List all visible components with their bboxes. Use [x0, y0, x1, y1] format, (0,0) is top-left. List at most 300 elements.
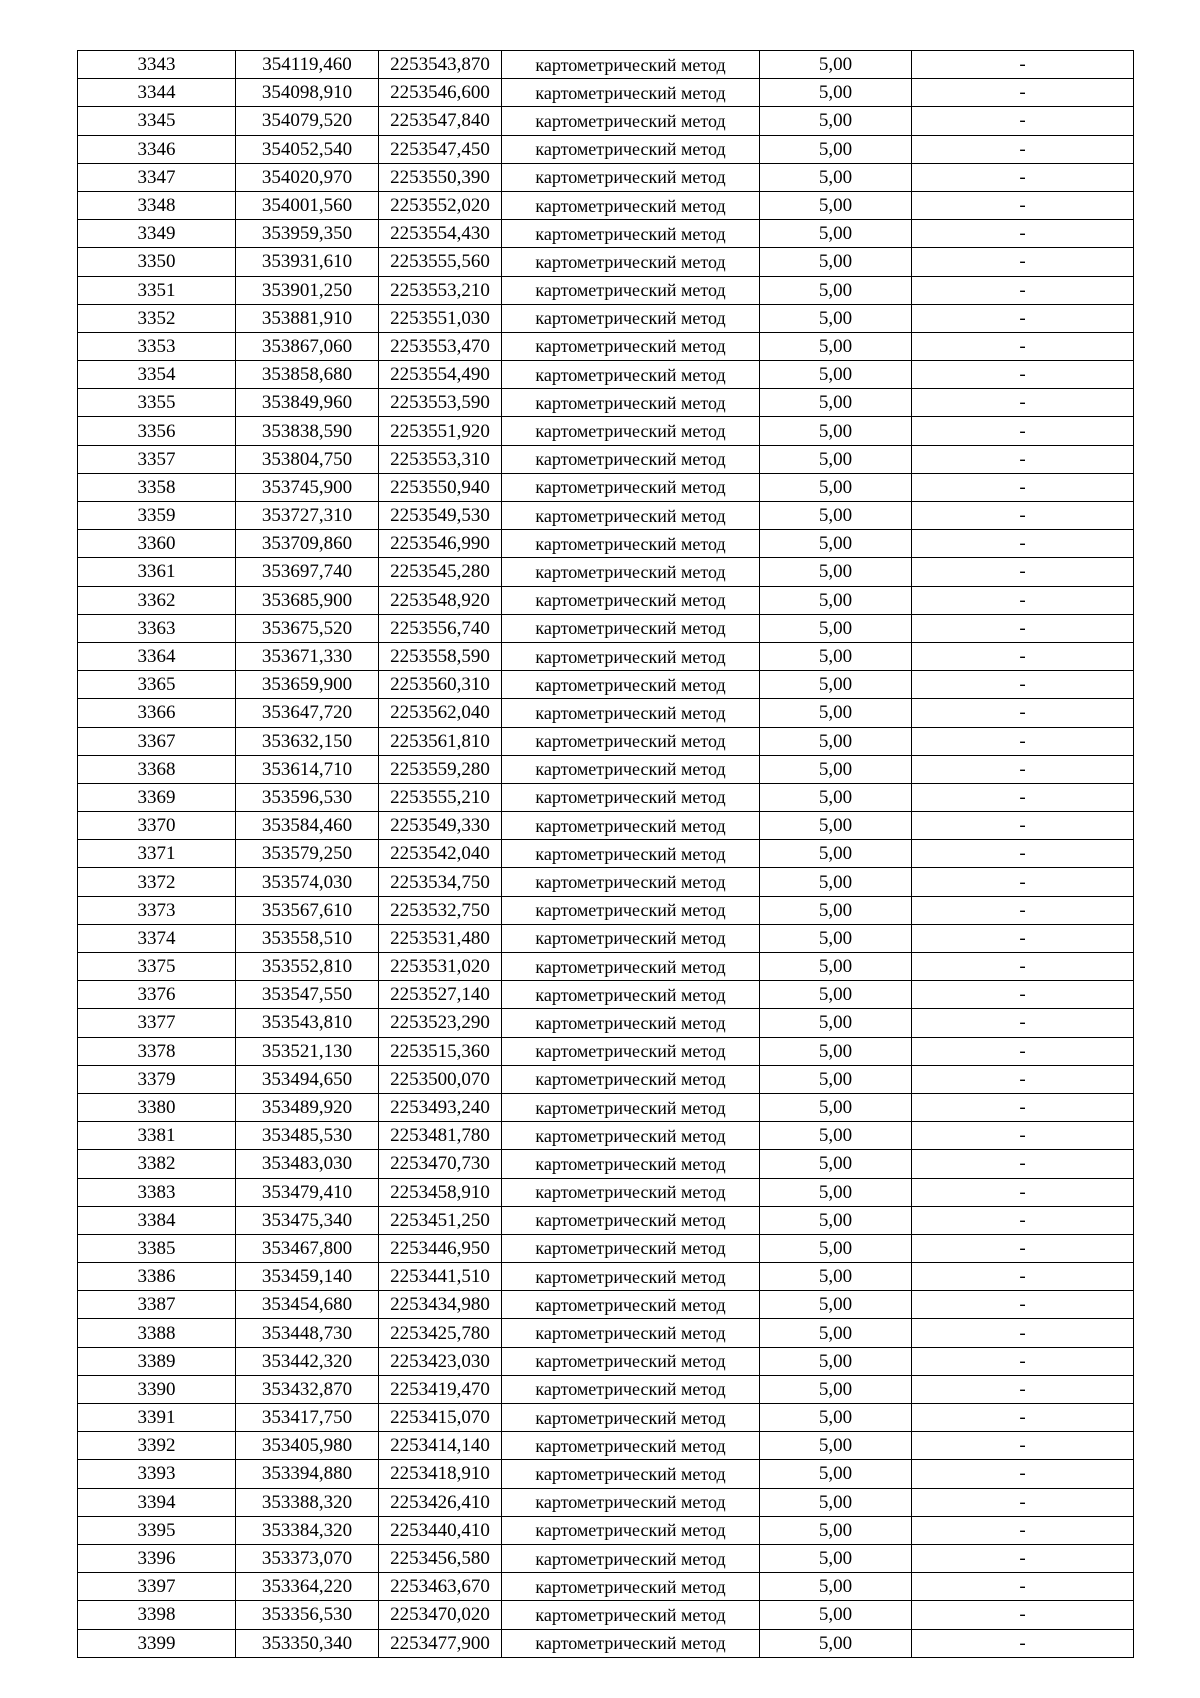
- point-number-cell: 3349: [78, 220, 236, 248]
- y-coordinate-cell: 2253546,990: [379, 530, 502, 558]
- description-cell: -: [912, 1488, 1134, 1516]
- point-number-cell: 3383: [78, 1178, 236, 1206]
- point-number-cell: 3389: [78, 1347, 236, 1375]
- description-cell: -: [912, 1432, 1134, 1460]
- y-coordinate-cell: 2253549,330: [379, 812, 502, 840]
- point-number-cell: 3365: [78, 671, 236, 699]
- x-coordinate-cell: 353521,130: [236, 1037, 379, 1065]
- point-number-cell: 3375: [78, 953, 236, 981]
- table-row: [78, 783, 1134, 811]
- y-coordinate-cell: 2253527,140: [379, 981, 502, 1009]
- accuracy-cell: 5,00: [760, 163, 912, 191]
- table-row: [78, 1460, 1134, 1488]
- y-coordinate-cell: 2253548,920: [379, 586, 502, 614]
- method-cell: картометрический метод: [502, 868, 760, 896]
- x-coordinate-cell: 353647,720: [236, 699, 379, 727]
- point-number-cell: 3395: [78, 1516, 236, 1544]
- x-coordinate-cell: 353579,250: [236, 840, 379, 868]
- point-number-cell: 3364: [78, 642, 236, 670]
- table-row: [78, 1544, 1134, 1572]
- accuracy-cell: 5,00: [760, 220, 912, 248]
- point-number-cell: 3359: [78, 502, 236, 530]
- y-coordinate-cell: 2253434,980: [379, 1291, 502, 1319]
- x-coordinate-cell: 353614,710: [236, 755, 379, 783]
- method-cell: картометрический метод: [502, 896, 760, 924]
- accuracy-cell: 5,00: [760, 1037, 912, 1065]
- description-cell: -: [912, 812, 1134, 840]
- x-coordinate-cell: 353448,730: [236, 1319, 379, 1347]
- point-number-cell: 3374: [78, 924, 236, 952]
- y-coordinate-cell: 2253456,580: [379, 1544, 502, 1572]
- method-cell: картометрический метод: [502, 191, 760, 219]
- y-coordinate-cell: 2253560,310: [379, 671, 502, 699]
- method-cell: картометрический метод: [502, 981, 760, 1009]
- x-coordinate-cell: 353671,330: [236, 642, 379, 670]
- table-row: [78, 896, 1134, 924]
- y-coordinate-cell: 2253531,020: [379, 953, 502, 981]
- y-coordinate-cell: 2253554,490: [379, 361, 502, 389]
- x-coordinate-cell: 353388,320: [236, 1488, 379, 1516]
- method-cell: картометрический метод: [502, 445, 760, 473]
- method-cell: картометрический метод: [502, 135, 760, 163]
- y-coordinate-cell: 2253558,590: [379, 642, 502, 670]
- accuracy-cell: 5,00: [760, 868, 912, 896]
- method-cell: картометрический метод: [502, 304, 760, 332]
- accuracy-cell: 5,00: [760, 671, 912, 699]
- x-coordinate-cell: 353727,310: [236, 502, 379, 530]
- table-row: [78, 1432, 1134, 1460]
- method-cell: картометрический метод: [502, 953, 760, 981]
- table-row: [78, 191, 1134, 219]
- point-number-cell: 3376: [78, 981, 236, 1009]
- table-row: [78, 1573, 1134, 1601]
- y-coordinate-cell: 2253425,780: [379, 1319, 502, 1347]
- accuracy-cell: 5,00: [760, 135, 912, 163]
- description-cell: -: [912, 1460, 1134, 1488]
- table-row: [78, 1234, 1134, 1262]
- table-row: [78, 445, 1134, 473]
- y-coordinate-cell: 2253551,920: [379, 417, 502, 445]
- method-cell: картометрический метод: [502, 1037, 760, 1065]
- accuracy-cell: 5,00: [760, 981, 912, 1009]
- description-cell: -: [912, 558, 1134, 586]
- accuracy-cell: 5,00: [760, 1291, 912, 1319]
- description-cell: -: [912, 1122, 1134, 1150]
- x-coordinate-cell: 353959,350: [236, 220, 379, 248]
- accuracy-cell: 5,00: [760, 107, 912, 135]
- x-coordinate-cell: 353350,340: [236, 1629, 379, 1657]
- point-number-cell: 3391: [78, 1404, 236, 1432]
- y-coordinate-cell: 2253423,030: [379, 1347, 502, 1375]
- method-cell: картометрический метод: [502, 1234, 760, 1262]
- table-row: [78, 586, 1134, 614]
- accuracy-cell: 5,00: [760, 699, 912, 727]
- method-cell: картометрический метод: [502, 1544, 760, 1572]
- description-cell: -: [912, 530, 1134, 558]
- method-cell: картометрический метод: [502, 332, 760, 360]
- y-coordinate-cell: 2253531,480: [379, 924, 502, 952]
- table-row: [78, 924, 1134, 952]
- accuracy-cell: 5,00: [760, 1263, 912, 1291]
- x-coordinate-cell: 353567,610: [236, 896, 379, 924]
- y-coordinate-cell: 2253547,840: [379, 107, 502, 135]
- accuracy-cell: 5,00: [760, 1347, 912, 1375]
- description-cell: -: [912, 727, 1134, 755]
- description-cell: -: [912, 1093, 1134, 1121]
- description-cell: -: [912, 163, 1134, 191]
- accuracy-cell: 5,00: [760, 896, 912, 924]
- accuracy-cell: 5,00: [760, 473, 912, 501]
- description-cell: -: [912, 1347, 1134, 1375]
- accuracy-cell: 5,00: [760, 191, 912, 219]
- description-cell: -: [912, 473, 1134, 501]
- y-coordinate-cell: 2253446,950: [379, 1234, 502, 1262]
- method-cell: картометрический метод: [502, 642, 760, 670]
- method-cell: картометрический метод: [502, 1404, 760, 1432]
- x-coordinate-cell: 353485,530: [236, 1122, 379, 1150]
- table-row: [78, 332, 1134, 360]
- point-number-cell: 3379: [78, 1065, 236, 1093]
- method-cell: картометрический метод: [502, 1629, 760, 1657]
- method-cell: картометрический метод: [502, 1263, 760, 1291]
- point-number-cell: 3373: [78, 896, 236, 924]
- method-cell: картометрический метод: [502, 276, 760, 304]
- table-row: [78, 840, 1134, 868]
- point-number-cell: 3348: [78, 191, 236, 219]
- x-coordinate-cell: 353384,320: [236, 1516, 379, 1544]
- y-coordinate-cell: 2253550,940: [379, 473, 502, 501]
- accuracy-cell: 5,00: [760, 1544, 912, 1572]
- accuracy-cell: 5,00: [760, 361, 912, 389]
- description-cell: -: [912, 896, 1134, 924]
- point-number-cell: 3380: [78, 1093, 236, 1121]
- method-cell: картометрический метод: [502, 1150, 760, 1178]
- method-cell: картометрический метод: [502, 502, 760, 530]
- accuracy-cell: 5,00: [760, 1432, 912, 1460]
- method-cell: картометрический метод: [502, 1601, 760, 1629]
- description-cell: -: [912, 642, 1134, 670]
- description-cell: -: [912, 755, 1134, 783]
- point-number-cell: 3398: [78, 1601, 236, 1629]
- description-cell: -: [912, 1404, 1134, 1432]
- table-row: [78, 530, 1134, 558]
- x-coordinate-cell: 353632,150: [236, 727, 379, 755]
- y-coordinate-cell: 2253534,750: [379, 868, 502, 896]
- point-number-cell: 3370: [78, 812, 236, 840]
- y-coordinate-cell: 2253477,900: [379, 1629, 502, 1657]
- accuracy-cell: 5,00: [760, 783, 912, 811]
- method-cell: картометрический метод: [502, 727, 760, 755]
- table-row: [78, 248, 1134, 276]
- y-coordinate-cell: 2253415,070: [379, 1404, 502, 1432]
- method-cell: картометрический метод: [502, 530, 760, 558]
- table-row: [78, 1347, 1134, 1375]
- table-row: [78, 953, 1134, 981]
- description-cell: -: [912, 107, 1134, 135]
- point-number-cell: 3385: [78, 1234, 236, 1262]
- method-cell: картометрический метод: [502, 1432, 760, 1460]
- y-coordinate-cell: 2253553,210: [379, 276, 502, 304]
- y-coordinate-cell: 2253553,310: [379, 445, 502, 473]
- y-coordinate-cell: 2253559,280: [379, 755, 502, 783]
- y-coordinate-cell: 2253440,410: [379, 1516, 502, 1544]
- method-cell: картометрический метод: [502, 1375, 760, 1403]
- method-cell: картометрический метод: [502, 755, 760, 783]
- table-row: [78, 1629, 1134, 1657]
- description-cell: -: [912, 614, 1134, 642]
- point-number-cell: 3372: [78, 868, 236, 896]
- y-coordinate-cell: 2253553,470: [379, 332, 502, 360]
- table-row: [78, 502, 1134, 530]
- accuracy-cell: 5,00: [760, 840, 912, 868]
- y-coordinate-cell: 2253441,510: [379, 1263, 502, 1291]
- method-cell: картометрический метод: [502, 1347, 760, 1375]
- description-cell: -: [912, 1601, 1134, 1629]
- table-row: [78, 1093, 1134, 1121]
- table-row: [78, 1601, 1134, 1629]
- x-coordinate-cell: 354001,560: [236, 191, 379, 219]
- description-cell: -: [912, 981, 1134, 1009]
- point-number-cell: 3358: [78, 473, 236, 501]
- point-number-cell: 3368: [78, 755, 236, 783]
- y-coordinate-cell: 2253414,140: [379, 1432, 502, 1460]
- description-cell: -: [912, 361, 1134, 389]
- accuracy-cell: 5,00: [760, 1178, 912, 1206]
- x-coordinate-cell: 353394,880: [236, 1460, 379, 1488]
- coordinates-table-body: [78, 51, 1134, 1658]
- accuracy-cell: 5,00: [760, 1460, 912, 1488]
- point-number-cell: 3369: [78, 783, 236, 811]
- x-coordinate-cell: 353356,530: [236, 1601, 379, 1629]
- y-coordinate-cell: 2253532,750: [379, 896, 502, 924]
- description-cell: -: [912, 191, 1134, 219]
- accuracy-cell: 5,00: [760, 642, 912, 670]
- method-cell: картометрический метод: [502, 389, 760, 417]
- x-coordinate-cell: 353804,750: [236, 445, 379, 473]
- method-cell: картометрический метод: [502, 1460, 760, 1488]
- point-number-cell: 3362: [78, 586, 236, 614]
- description-cell: -: [912, 586, 1134, 614]
- table-row: [78, 389, 1134, 417]
- table-row: [78, 642, 1134, 670]
- table-row: [78, 135, 1134, 163]
- point-number-cell: 3355: [78, 389, 236, 417]
- accuracy-cell: 5,00: [760, 1573, 912, 1601]
- table-row: [78, 699, 1134, 727]
- y-coordinate-cell: 2253470,730: [379, 1150, 502, 1178]
- y-coordinate-cell: 2253470,020: [379, 1601, 502, 1629]
- point-number-cell: 3381: [78, 1122, 236, 1150]
- y-coordinate-cell: 2253546,600: [379, 79, 502, 107]
- description-cell: -: [912, 1009, 1134, 1037]
- x-coordinate-cell: 353558,510: [236, 924, 379, 952]
- table-row: [78, 276, 1134, 304]
- method-cell: картометрический метод: [502, 1178, 760, 1206]
- point-number-cell: 3392: [78, 1432, 236, 1460]
- x-coordinate-cell: 353454,680: [236, 1291, 379, 1319]
- accuracy-cell: 5,00: [760, 1093, 912, 1121]
- point-number-cell: 3357: [78, 445, 236, 473]
- description-cell: -: [912, 135, 1134, 163]
- point-number-cell: 3390: [78, 1375, 236, 1403]
- y-coordinate-cell: 2253561,810: [379, 727, 502, 755]
- point-number-cell: 3388: [78, 1319, 236, 1347]
- description-cell: -: [912, 924, 1134, 952]
- point-number-cell: 3384: [78, 1206, 236, 1234]
- y-coordinate-cell: 2253481,780: [379, 1122, 502, 1150]
- method-cell: картометрический метод: [502, 107, 760, 135]
- table-row: [78, 1263, 1134, 1291]
- accuracy-cell: 5,00: [760, 1375, 912, 1403]
- y-coordinate-cell: 2253515,360: [379, 1037, 502, 1065]
- description-cell: -: [912, 389, 1134, 417]
- table-row: [78, 1065, 1134, 1093]
- x-coordinate-cell: 353709,860: [236, 530, 379, 558]
- accuracy-cell: 5,00: [760, 614, 912, 642]
- table-row: [78, 1404, 1134, 1432]
- point-number-cell: 3399: [78, 1629, 236, 1657]
- method-cell: картометрический метод: [502, 473, 760, 501]
- method-cell: картометрический метод: [502, 417, 760, 445]
- description-cell: -: [912, 1178, 1134, 1206]
- description-cell: -: [912, 1573, 1134, 1601]
- accuracy-cell: 5,00: [760, 502, 912, 530]
- accuracy-cell: 5,00: [760, 1488, 912, 1516]
- y-coordinate-cell: 2253555,560: [379, 248, 502, 276]
- x-coordinate-cell: 354020,970: [236, 163, 379, 191]
- accuracy-cell: 5,00: [760, 51, 912, 79]
- description-cell: -: [912, 1150, 1134, 1178]
- description-cell: -: [912, 332, 1134, 360]
- table-row: [78, 671, 1134, 699]
- x-coordinate-cell: 353685,900: [236, 586, 379, 614]
- description-cell: -: [912, 445, 1134, 473]
- table-row: [78, 1375, 1134, 1403]
- x-coordinate-cell: 353489,920: [236, 1093, 379, 1121]
- method-cell: картометрический метод: [502, 812, 760, 840]
- table-row: [78, 1150, 1134, 1178]
- method-cell: картометрический метод: [502, 79, 760, 107]
- table-row: [78, 79, 1134, 107]
- y-coordinate-cell: 2253550,390: [379, 163, 502, 191]
- accuracy-cell: 5,00: [760, 389, 912, 417]
- method-cell: картометрический метод: [502, 671, 760, 699]
- accuracy-cell: 5,00: [760, 1122, 912, 1150]
- accuracy-cell: 5,00: [760, 1319, 912, 1347]
- point-number-cell: 3351: [78, 276, 236, 304]
- table-row: [78, 51, 1134, 79]
- table-row: [78, 727, 1134, 755]
- method-cell: картометрический метод: [502, 1573, 760, 1601]
- accuracy-cell: 5,00: [760, 1206, 912, 1234]
- x-coordinate-cell: 353858,680: [236, 361, 379, 389]
- description-cell: -: [912, 1544, 1134, 1572]
- method-cell: картометрический метод: [502, 1488, 760, 1516]
- y-coordinate-cell: 2253552,020: [379, 191, 502, 219]
- x-coordinate-cell: 353745,900: [236, 473, 379, 501]
- y-coordinate-cell: 2253493,240: [379, 1093, 502, 1121]
- accuracy-cell: 5,00: [760, 1404, 912, 1432]
- point-number-cell: 3378: [78, 1037, 236, 1065]
- accuracy-cell: 5,00: [760, 755, 912, 783]
- x-coordinate-cell: 353475,340: [236, 1206, 379, 1234]
- table-row: [78, 1291, 1134, 1319]
- point-number-cell: 3350: [78, 248, 236, 276]
- x-coordinate-cell: 353483,030: [236, 1150, 379, 1178]
- table-row: [78, 755, 1134, 783]
- method-cell: картометрический метод: [502, 220, 760, 248]
- point-number-cell: 3354: [78, 361, 236, 389]
- description-cell: -: [912, 220, 1134, 248]
- y-coordinate-cell: 2253556,740: [379, 614, 502, 642]
- accuracy-cell: 5,00: [760, 953, 912, 981]
- x-coordinate-cell: 353584,460: [236, 812, 379, 840]
- table-row: [78, 558, 1134, 586]
- y-coordinate-cell: 2253547,450: [379, 135, 502, 163]
- description-cell: -: [912, 1263, 1134, 1291]
- x-coordinate-cell: 353479,410: [236, 1178, 379, 1206]
- y-coordinate-cell: 2253463,670: [379, 1573, 502, 1601]
- method-cell: картометрический метод: [502, 163, 760, 191]
- point-number-cell: 3396: [78, 1544, 236, 1572]
- accuracy-cell: 5,00: [760, 727, 912, 755]
- method-cell: картометрический метод: [502, 924, 760, 952]
- y-coordinate-cell: 2253500,070: [379, 1065, 502, 1093]
- method-cell: картометрический метод: [502, 1065, 760, 1093]
- table-row: [78, 981, 1134, 1009]
- point-number-cell: 3343: [78, 51, 236, 79]
- table-row: [78, 1206, 1134, 1234]
- description-cell: -: [912, 1037, 1134, 1065]
- description-cell: -: [912, 953, 1134, 981]
- method-cell: картометрический метод: [502, 840, 760, 868]
- x-coordinate-cell: 353364,220: [236, 1573, 379, 1601]
- accuracy-cell: 5,00: [760, 530, 912, 558]
- x-coordinate-cell: 353467,800: [236, 1234, 379, 1262]
- coordinates-table: [77, 50, 1134, 1658]
- description-cell: -: [912, 1375, 1134, 1403]
- x-coordinate-cell: 353931,610: [236, 248, 379, 276]
- point-number-cell: 3361: [78, 558, 236, 586]
- method-cell: картометрический метод: [502, 614, 760, 642]
- table-row: [78, 163, 1134, 191]
- method-cell: картометрический метод: [502, 1122, 760, 1150]
- description-cell: -: [912, 276, 1134, 304]
- point-number-cell: 3382: [78, 1150, 236, 1178]
- accuracy-cell: 5,00: [760, 1601, 912, 1629]
- y-coordinate-cell: 2253451,250: [379, 1206, 502, 1234]
- point-number-cell: 3387: [78, 1291, 236, 1319]
- table-row: [78, 868, 1134, 896]
- accuracy-cell: 5,00: [760, 417, 912, 445]
- description-cell: -: [912, 304, 1134, 332]
- method-cell: картометрический метод: [502, 1206, 760, 1234]
- y-coordinate-cell: 2253553,590: [379, 389, 502, 417]
- description-cell: -: [912, 1234, 1134, 1262]
- method-cell: картометрический метод: [502, 1319, 760, 1347]
- y-coordinate-cell: 2253419,470: [379, 1375, 502, 1403]
- x-coordinate-cell: 353552,810: [236, 953, 379, 981]
- x-coordinate-cell: 353697,740: [236, 558, 379, 586]
- x-coordinate-cell: 353659,900: [236, 671, 379, 699]
- point-number-cell: 3371: [78, 840, 236, 868]
- accuracy-cell: 5,00: [760, 812, 912, 840]
- accuracy-cell: 5,00: [760, 586, 912, 614]
- x-coordinate-cell: 353901,250: [236, 276, 379, 304]
- y-coordinate-cell: 2253418,910: [379, 1460, 502, 1488]
- table-row: [78, 473, 1134, 501]
- description-cell: -: [912, 51, 1134, 79]
